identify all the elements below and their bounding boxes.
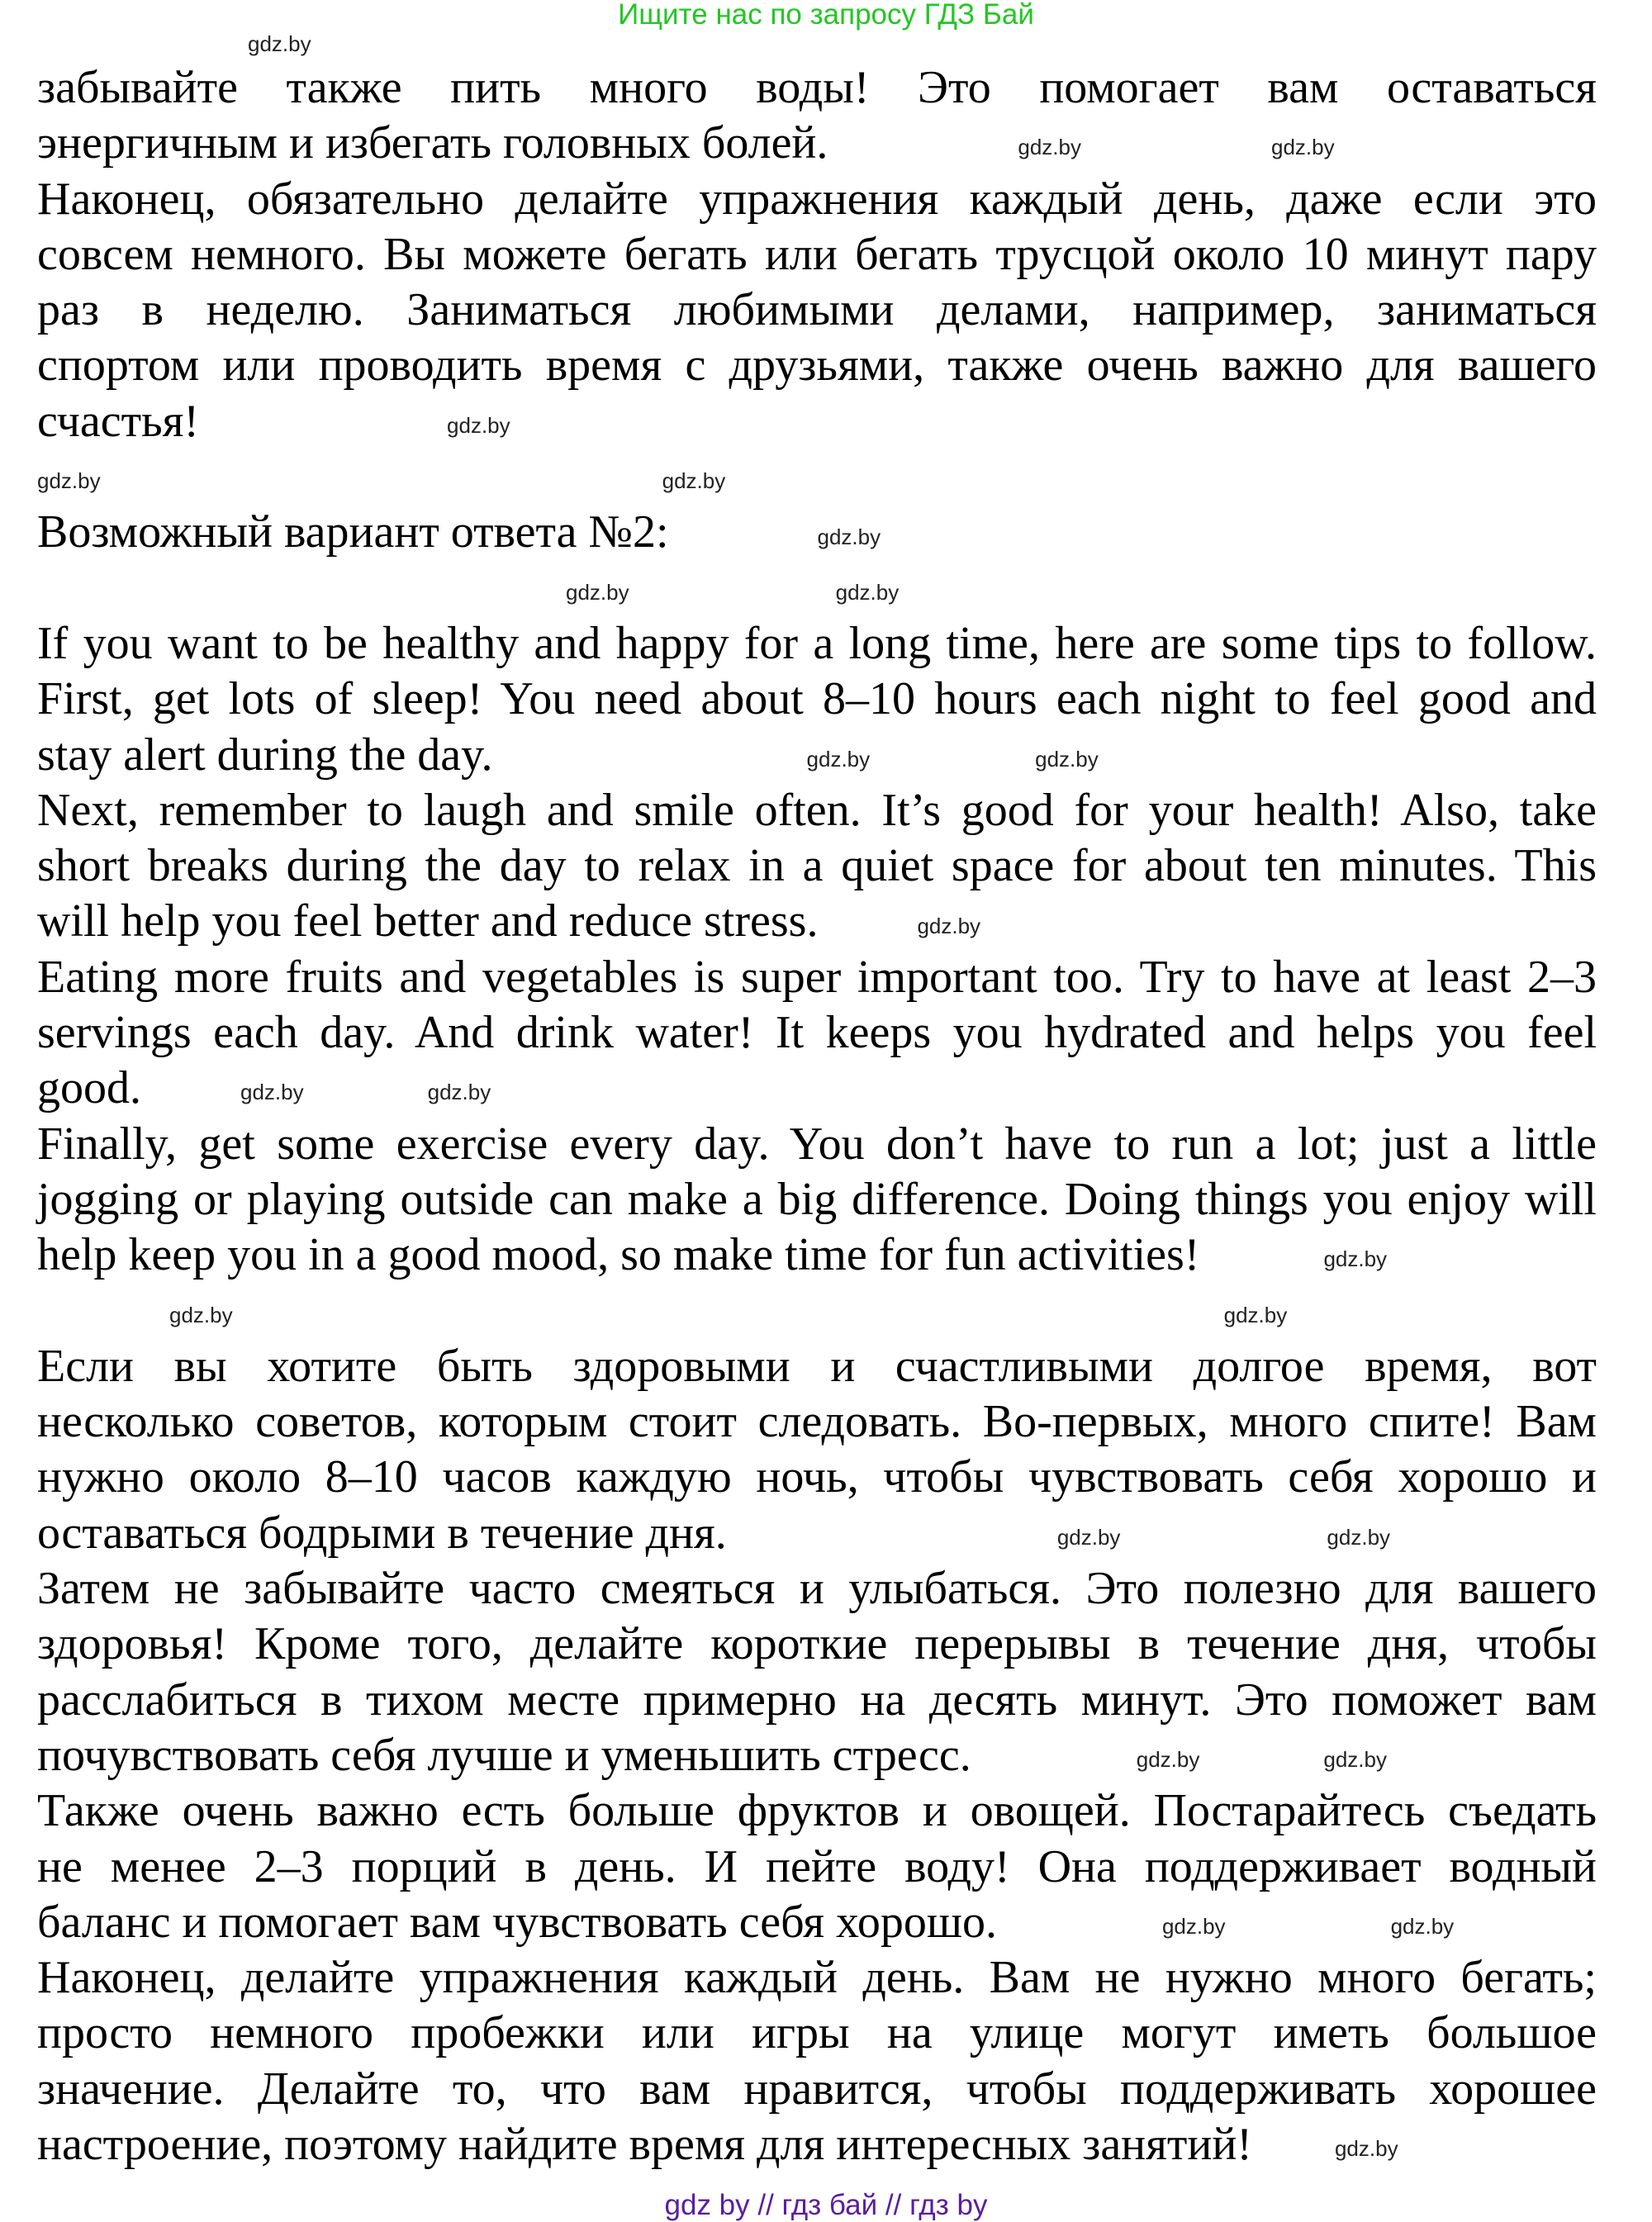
paragraph-spacer: [37, 1284, 1597, 1339]
paragraph: [37, 1950, 1597, 2172]
text-line-content: Также очень важно есть больше фруктов и овощей. Постарайтесь съедать: [37, 1785, 1597, 1837]
paragraph: [37, 783, 1597, 950]
text-line: [37, 1561, 1597, 1617]
watermark: gdz.by: [427, 1080, 491, 1105]
paragraph: [37, 60, 1597, 172]
text-line-content: забывайте также пить много воды! Это помогает вам оставаться: [37, 62, 1597, 113]
text-line: [37, 505, 1597, 560]
watermark: gdz.by: [169, 1302, 233, 1327]
text-line-content: short breaks during the day to relax in a quiet space for about ten minutes. This: [37, 840, 1597, 892]
paragraph: [37, 950, 1597, 1117]
text-line: [37, 894, 1597, 949]
paragraph: [37, 1783, 1597, 1950]
text-line: [37, 1673, 1597, 1728]
text-line: [37, 1117, 1597, 1172]
paragraph-spacer: [37, 449, 1597, 505]
text-line: [37, 1895, 1597, 1950]
text-line: [37, 1728, 1597, 1783]
search-hint-banner: Ищите нас по запросу ГДЗ Бай: [618, 0, 1034, 31]
watermark: gdz.by: [1334, 2136, 1398, 2162]
watermark: gdz.by: [1223, 1302, 1288, 1327]
text-line-content: значение. Делайте то, что вам нравится, чтобы поддерживать хорошее: [37, 2063, 1597, 2115]
text-line-content: First, get lots of sleep! You need about 8–10 hours each night to feel good and: [37, 673, 1597, 725]
watermark: gdz.by: [1323, 1246, 1388, 1272]
text-line-content: jogging or playing outside can make a big difference. Doing things you enjoy will: [37, 1173, 1597, 1225]
text-line: [37, 60, 1597, 116]
text-line: [37, 783, 1597, 838]
text-line: [37, 227, 1597, 282]
text-line: [37, 1783, 1597, 1839]
text-line-content: спортом или проводить время с друзьями, также очень важно для вашего: [37, 339, 1597, 392]
text-line: [37, 1450, 1597, 1505]
section-heading: [37, 505, 1597, 560]
paragraph: [37, 616, 1597, 783]
text-line-content: баланс и помогает вам чувствовать себя хорошо.: [37, 1896, 997, 1948]
text-line-content: просто немного пробежки или игры на улице могут иметь большое: [37, 2007, 1597, 2059]
watermark: gdz.by: [1390, 1913, 1455, 1939]
text-line: [37, 172, 1597, 227]
watermark: gdz.by: [566, 579, 629, 605]
text-line: [37, 1339, 1597, 1394]
text-line: [37, 2062, 1597, 2117]
text-line: [37, 338, 1597, 393]
text-line-content: stay alert during the day.: [37, 729, 493, 781]
text-line-content: Наконец, делайте упражнения каждый день. Вам не нужно много бегать;: [37, 1952, 1597, 2004]
watermark: gdz.by: [835, 579, 900, 605]
watermark: gdz.by: [1323, 1747, 1387, 1773]
watermark: gdz.by: [817, 524, 881, 549]
text-line: [37, 728, 1597, 783]
watermark: gdz.by: [1327, 1524, 1391, 1550]
text-line: [37, 950, 1597, 1005]
text-line-content: Next, remember to laugh and smile often. It’s good for your health! Also, take: [37, 784, 1597, 836]
footer-links: gdz by // гдз бай // гдз by: [664, 2189, 988, 2221]
text-line-content: счастья!: [37, 395, 200, 447]
text-line-content: help keep you in a good mood, so make time for fun activities!: [37, 1229, 1200, 1281]
paragraph-spacer: [37, 561, 1597, 616]
text-line-content: совсем немного. Вы можете бегать или бегать трусцой около 10 минут пару: [37, 228, 1597, 280]
watermark: gdz.by: [806, 746, 871, 772]
text-line: [37, 1617, 1597, 1672]
watermark: gdz.by: [1271, 135, 1335, 160]
text-line: [37, 1506, 1597, 1561]
text-line-content: настроение, поэтому найдите время для интересных занятий!: [37, 2118, 1252, 2170]
text-line-content: нужно около 8–10 часов каждую ночь, чтобы чувствовать себя хорошо и: [37, 1451, 1597, 1503]
text-line-content: здоровья! Кроме того, делайте короткие перерывы в течение дня, чтобы: [37, 1618, 1597, 1670]
text-line: [37, 1950, 1597, 2006]
text-line: [37, 282, 1597, 338]
watermark: gdz.by: [1136, 1747, 1200, 1773]
text-line-content: почувствовать себя лучше и уменьшить стресс.: [37, 1729, 971, 1781]
watermark: gdz.by: [1161, 1913, 1226, 1939]
text-line: [37, 1394, 1597, 1450]
text-line: [37, 116, 1597, 171]
text-line-content: Наконец, обязательно делайте упражнения каждый день, даже если это: [37, 173, 1597, 225]
text-line: [37, 394, 1597, 449]
watermark: gdz.by: [1018, 135, 1081, 160]
document-body: [37, 60, 1597, 2172]
watermark: gdz.by: [1035, 746, 1099, 772]
text-line-content: If you want to be healthy and happy for a long time, here are some tips to follow.: [37, 617, 1597, 669]
text-line-content: servings each day. And drink water! It keeps you hydrated and helps you feel: [37, 1007, 1597, 1059]
text-line-content: раз в неделю. Заниматься любимыми делами, например, заниматься: [37, 284, 1597, 336]
text-line: [37, 2006, 1597, 2061]
text-line: [37, 1005, 1597, 1061]
paragraph: [37, 1339, 1597, 1561]
text-line: [37, 616, 1597, 672]
text-line-content: не менее 2–3 порций в день. И пейте воду! Она поддерживает водный: [37, 1840, 1597, 1892]
text-line: [37, 1840, 1597, 1895]
paragraph: [37, 172, 1597, 449]
text-line-content: will help you feel better and reduce stress.: [37, 895, 819, 947]
text-line: [37, 2117, 1597, 2172]
text-line-content: расслабиться в тихом месте примерно на десять минут. Это поможет вам: [37, 1674, 1597, 1726]
text-line: [37, 1172, 1597, 1227]
text-line-content: оставаться бодрыми в течение дня.: [37, 1507, 727, 1559]
watermark: gdz.by: [662, 468, 726, 494]
watermark: gdz.by: [917, 913, 981, 938]
text-line: [37, 838, 1597, 894]
text-line-content: good.: [37, 1062, 141, 1114]
text-line: [37, 1061, 1597, 1116]
paragraph: [37, 1561, 1597, 1783]
text-line: [37, 1227, 1597, 1283]
watermark: gdz.by: [37, 468, 101, 494]
text-line: [37, 672, 1597, 727]
watermark: gdz.by: [447, 412, 510, 438]
text-line-content: Возможный вариант ответа №2:: [37, 506, 669, 558]
text-line-content: Если вы хотите быть здоровыми и счастливыми долгое время, вот: [37, 1340, 1597, 1392]
text-line-content: Finally, get some exercise every day. You don’t have to run a lot; just a little: [37, 1118, 1597, 1170]
text-line-content: энергичным и избегать головных болей.: [37, 117, 828, 169]
watermark: gdz.by: [240, 1080, 304, 1105]
watermark: gdz.by: [248, 31, 311, 56]
watermark: gdz.by: [1056, 1524, 1121, 1550]
paragraph: [37, 1117, 1597, 1284]
text-line-content: Eating more fruits and vegetables is super important too. Try to have at least 2–3: [37, 951, 1597, 1003]
text-line-content: несколько советов, которым стоит следовать. Во-первых, много спите! Вам: [37, 1396, 1597, 1448]
text-line-content: Затем не забывайте часто смеяться и улыбаться. Это полезно для вашего: [37, 1563, 1597, 1615]
